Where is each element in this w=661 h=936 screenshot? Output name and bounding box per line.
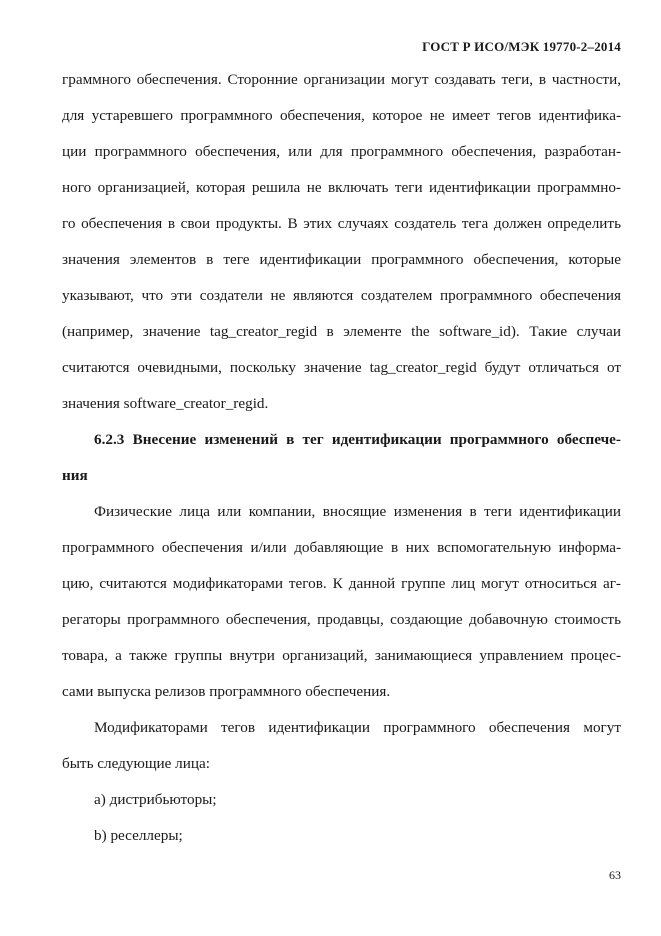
text-line: считаются очевидными, поскольку значение tag_creator_regid будут отличаться от (62, 359, 621, 376)
text-line: значения software_creator_regid. (62, 395, 269, 412)
section-heading (62, 422, 621, 494)
text-line: указывают, что эти создатели не являются создателем программного обеспечения (62, 287, 621, 304)
text-line: быть следующие лица: (62, 755, 210, 772)
text-line: для устаревшего программного обеспечения, которое не имеет тегов идентифика- (62, 107, 621, 124)
document-body (62, 62, 621, 854)
text-line: Модификаторами тегов идентификации программного обеспечения могут (94, 719, 621, 736)
list-item: a) дистрибьюторы; (94, 791, 217, 808)
text-line: товара, а также группы внутри организаций, занимающиеся управлением процес- (62, 647, 621, 664)
text-line: ного организацией, которая решила не включать теги идентификации программно- (62, 179, 621, 196)
text-line: регаторы программного обеспечения, продавцы, создающие добавочную стоимость (62, 611, 621, 628)
text-line: цию, считаются модификаторами тегов. К данной группе лиц могут относиться аг- (62, 575, 621, 592)
text-line: программного обеспечения и/или добавляющие в них вспомогательную информа- (62, 539, 621, 556)
text-line: значения элементов в теге идентификации программного обеспечения, которые (62, 251, 621, 268)
text-line: граммного обеспечения. Сторонние организации могут создавать теги, в частности, (62, 71, 621, 88)
text-line: сами выпуска релизов программного обеспечения. (62, 683, 391, 700)
text-line: Физические лица или компании, вносящие изменения в теги идентификации (94, 503, 621, 520)
enumerated-list (62, 782, 621, 854)
standard-header: ГОСТ Р ИСО/МЭК 19770-2–2014 (422, 39, 621, 54)
paragraph-2 (62, 494, 621, 710)
heading-line: ния (62, 467, 88, 484)
page-number: 63 (609, 868, 621, 882)
list-item: b) реселлеры; (94, 827, 183, 844)
text-line: (например, значение tag_creator_regid в элементе the software_id). Такие случаи (62, 323, 621, 340)
paragraph-3 (62, 710, 621, 782)
heading-line: 6.2.3 Внесение изменений в тег идентификации программного обеспече- (94, 431, 621, 448)
text-line: го обеспечения в свои продукты. В этих случаях создатель тега должен определить (62, 215, 621, 232)
paragraph-1 (62, 62, 621, 422)
text-line: ции программного обеспечения, или для программного обеспечения, разработан- (62, 143, 621, 160)
